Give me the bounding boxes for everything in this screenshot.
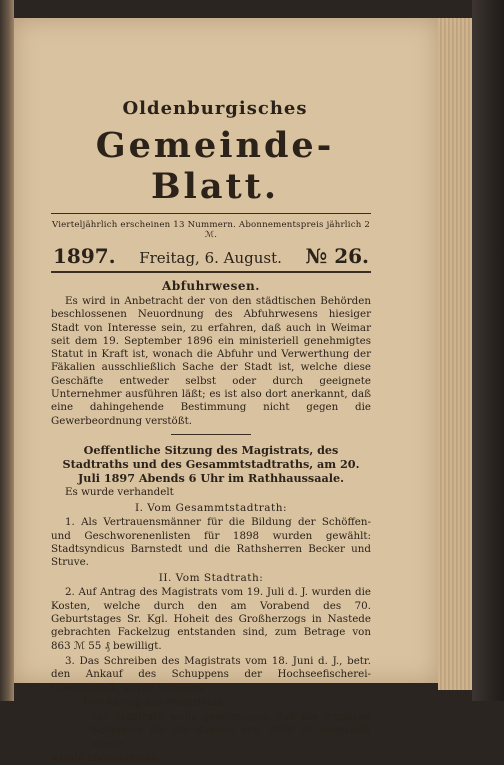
subscription-info: Vierteljährlich erscheinen 13 Nummern. Abonnementspreis jährlich 2 ℳ. <box>51 220 371 240</box>
closing-line: wurde angenommen. <box>51 752 162 765</box>
issue-header <box>51 244 371 268</box>
meeting-intro: Es wurde verhandelt <box>65 485 174 498</box>
header-rule <box>51 271 371 273</box>
issue-date: Freitag, 6. August. <box>139 249 282 267</box>
item-3: 3. Das Schreiben des Magistrats vom 18. Juni d. J., betr. den Ankauf des Schuppens der Hochseefischerei-Gesellschaft, wurde verlesen. <box>51 654 371 694</box>
book-cover-edge <box>472 0 504 701</box>
antrag-intro: Der Antrag des Magistrats: <box>83 695 226 708</box>
item-2: 2. Auf Antrag des Magistrats vom 19. Juli d. J. wurden die Kosten, welche durch den am Vorabend des 70. Geburtstages Sr. Kgl. Hoheit des Großherzogs in Nastede gebrachten Fackelzug entstanden sind, zum Betrage von 863 ℳ 55 ₰ bewilligt. <box>51 586 371 652</box>
issue-year: 1897. <box>53 244 116 268</box>
antrag-text: der Stadtrath wolle genehmigen, daß der fragliche Schuppen für die Summe von 7000 ℳ angekauft werde, <box>91 711 371 750</box>
book-spine-left <box>0 0 14 701</box>
newspaper-page <box>14 18 438 765</box>
section-gesammtstadtrath: I. Vom Gesammtstadtrath: <box>134 502 288 515</box>
item-1: 1. Als Vertrauensmänner für die Bildung der Schöffen- und Geschworenenlisten für 1898 wurden gewählt: Stadtsyndicus Barnstedt und die Rathsherren Becker und Struve. <box>51 516 371 569</box>
section-stadtrath: II. Vom Stadtrath: <box>158 572 264 585</box>
section-divider <box>171 434 251 435</box>
article-body-abfuhrwesen: Es wird in Anbetracht der von den städtischen Behörden beschlossenen Neuordnung des Abfuhrwesens hiesiger Stadt von Interesse sein, zu erfahren, daß auch in Weimar seit dem 19. September 1896 ein ministeriell genehmigtes Statut in Kraft ist, wonach die Abfuhr und Verwerthung der Fäkalien ausschließlich Sache der Stadt ist, welche diese Geschäfte entweder selbst oder durch geeignete Unternehmer ausführen läßt; es ist also dort anerkannt, daß eine dahingehende Bestimmung nicht gegen die Gewerbeordnung verstößt. <box>51 295 371 427</box>
masthead-supertitle: Oldenburgisches <box>122 98 308 119</box>
issue-number: № 26. <box>305 244 369 268</box>
page-edges <box>438 18 472 690</box>
masthead-rule <box>51 213 371 214</box>
page-content <box>51 98 371 765</box>
masthead-title: Gemeinde-Blatt. <box>95 125 335 207</box>
article-title-sitzung: Oeffentliche Sitzung des Magistrats, des Stadtraths und des Gesammtstadtraths, am 20. Juli 1897 Abends 6 Uhr im Rathhaussaale. <box>62 442 360 485</box>
article-title-abfuhrwesen: Abfuhrwesen. <box>162 279 260 293</box>
